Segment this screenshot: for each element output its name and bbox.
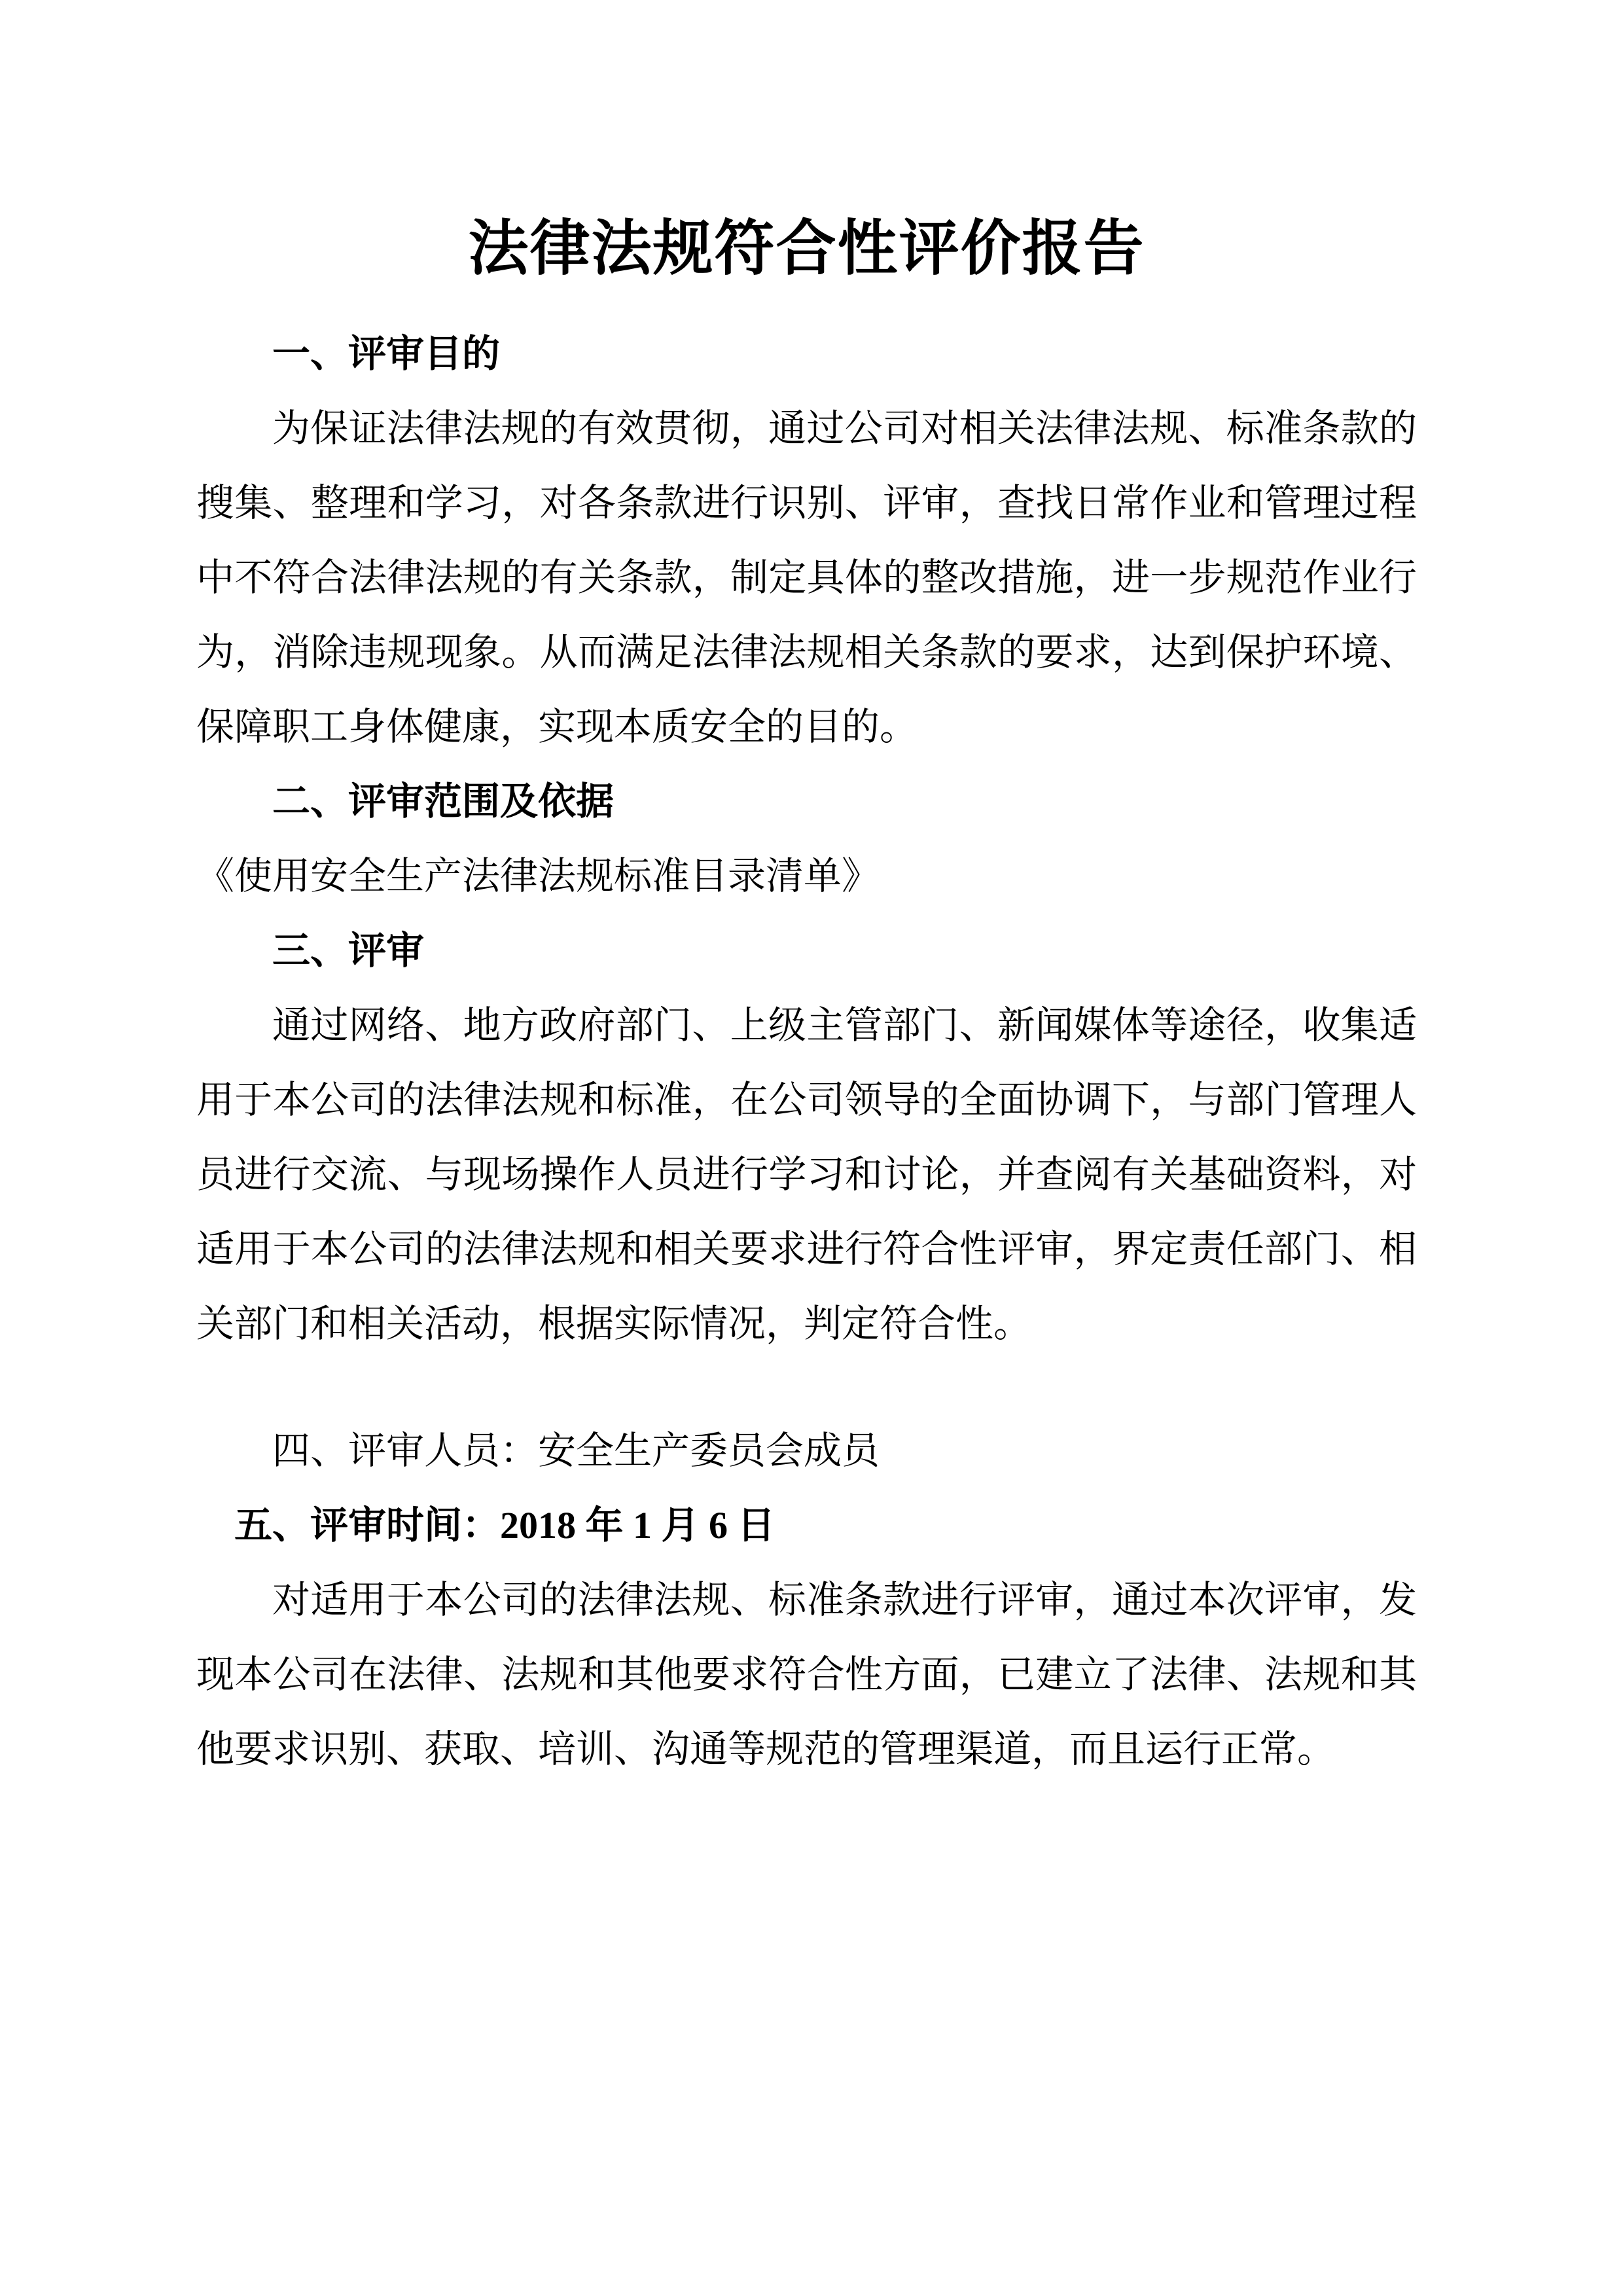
section-2-reference-line: 《使用安全生产法律法规标准目录清单》 [196,855,880,897]
section-3-paragraph-line-5: 关部门和相关活动，根据实际情况，判定符合性。 [196,1302,1032,1345]
section-1-paragraph-line-1: 为保证法律法规的有效贯彻，通过公司对相关法律法规、标准条款的 [272,407,1417,450]
section-5-paragraph-line-1: 对适用于本公司的法律法规、标准条款进行评审，通过本次评审，发 [272,1579,1417,1621]
section-3-paragraph-line-4: 适用于本公司的法律法规和相关要求进行符合性评审，界定责任部门、相 [196,1228,1417,1270]
section-2-heading: 二、评审范围及依据 [272,780,615,823]
section-5-paragraph-line-3: 他要求识别、获取、培训、沟通等规范的管理渠道，而且运行正常。 [196,1728,1336,1770]
section-1-paragraph-line-4: 为，消除违规现象。从而满足法律法规相关条款的要求，达到保护环境、 [196,631,1417,673]
section-4-heading: 四、评审人员：安全生产委员会成员 [272,1429,880,1472]
section-1-paragraph-line-5: 保障职工身体健康，实现本质安全的目的。 [196,706,918,748]
section-3-heading: 三、评审 [272,929,425,972]
section-5-heading: 五、评审时间：2018 年 1 月 6 日 [234,1504,776,1547]
section-1-paragraph-line-3: 中不符合法律法规的有关条款，制定具体的整改措施，进一步规范作业行 [196,556,1417,599]
section-5-paragraph-line-2: 现本公司在法律、法规和其他要求符合性方面，已建立了法律、法规和其 [196,1653,1417,1696]
section-3-paragraph-line-3: 员进行交流、与现场操作人员进行学习和讨论，并查阅有关基础资料，对 [196,1153,1417,1196]
section-1-paragraph-line-2: 搜集、整理和学习，对各条款进行识别、评审，查找日常作业和管理过程 [196,482,1417,524]
section-3-paragraph-line-1: 通过网络、地方政府部门、上级主管部门、新闻媒体等途径，收集适 [272,1004,1417,1047]
section-3-paragraph-line-2: 用于本公司的法律法规和标准，在公司领导的全面协调下，与部门管理人 [196,1079,1417,1121]
document-title: 法律法规符合性评价报告 [468,215,1145,282]
section-1-heading: 一、评审目的 [272,332,501,375]
